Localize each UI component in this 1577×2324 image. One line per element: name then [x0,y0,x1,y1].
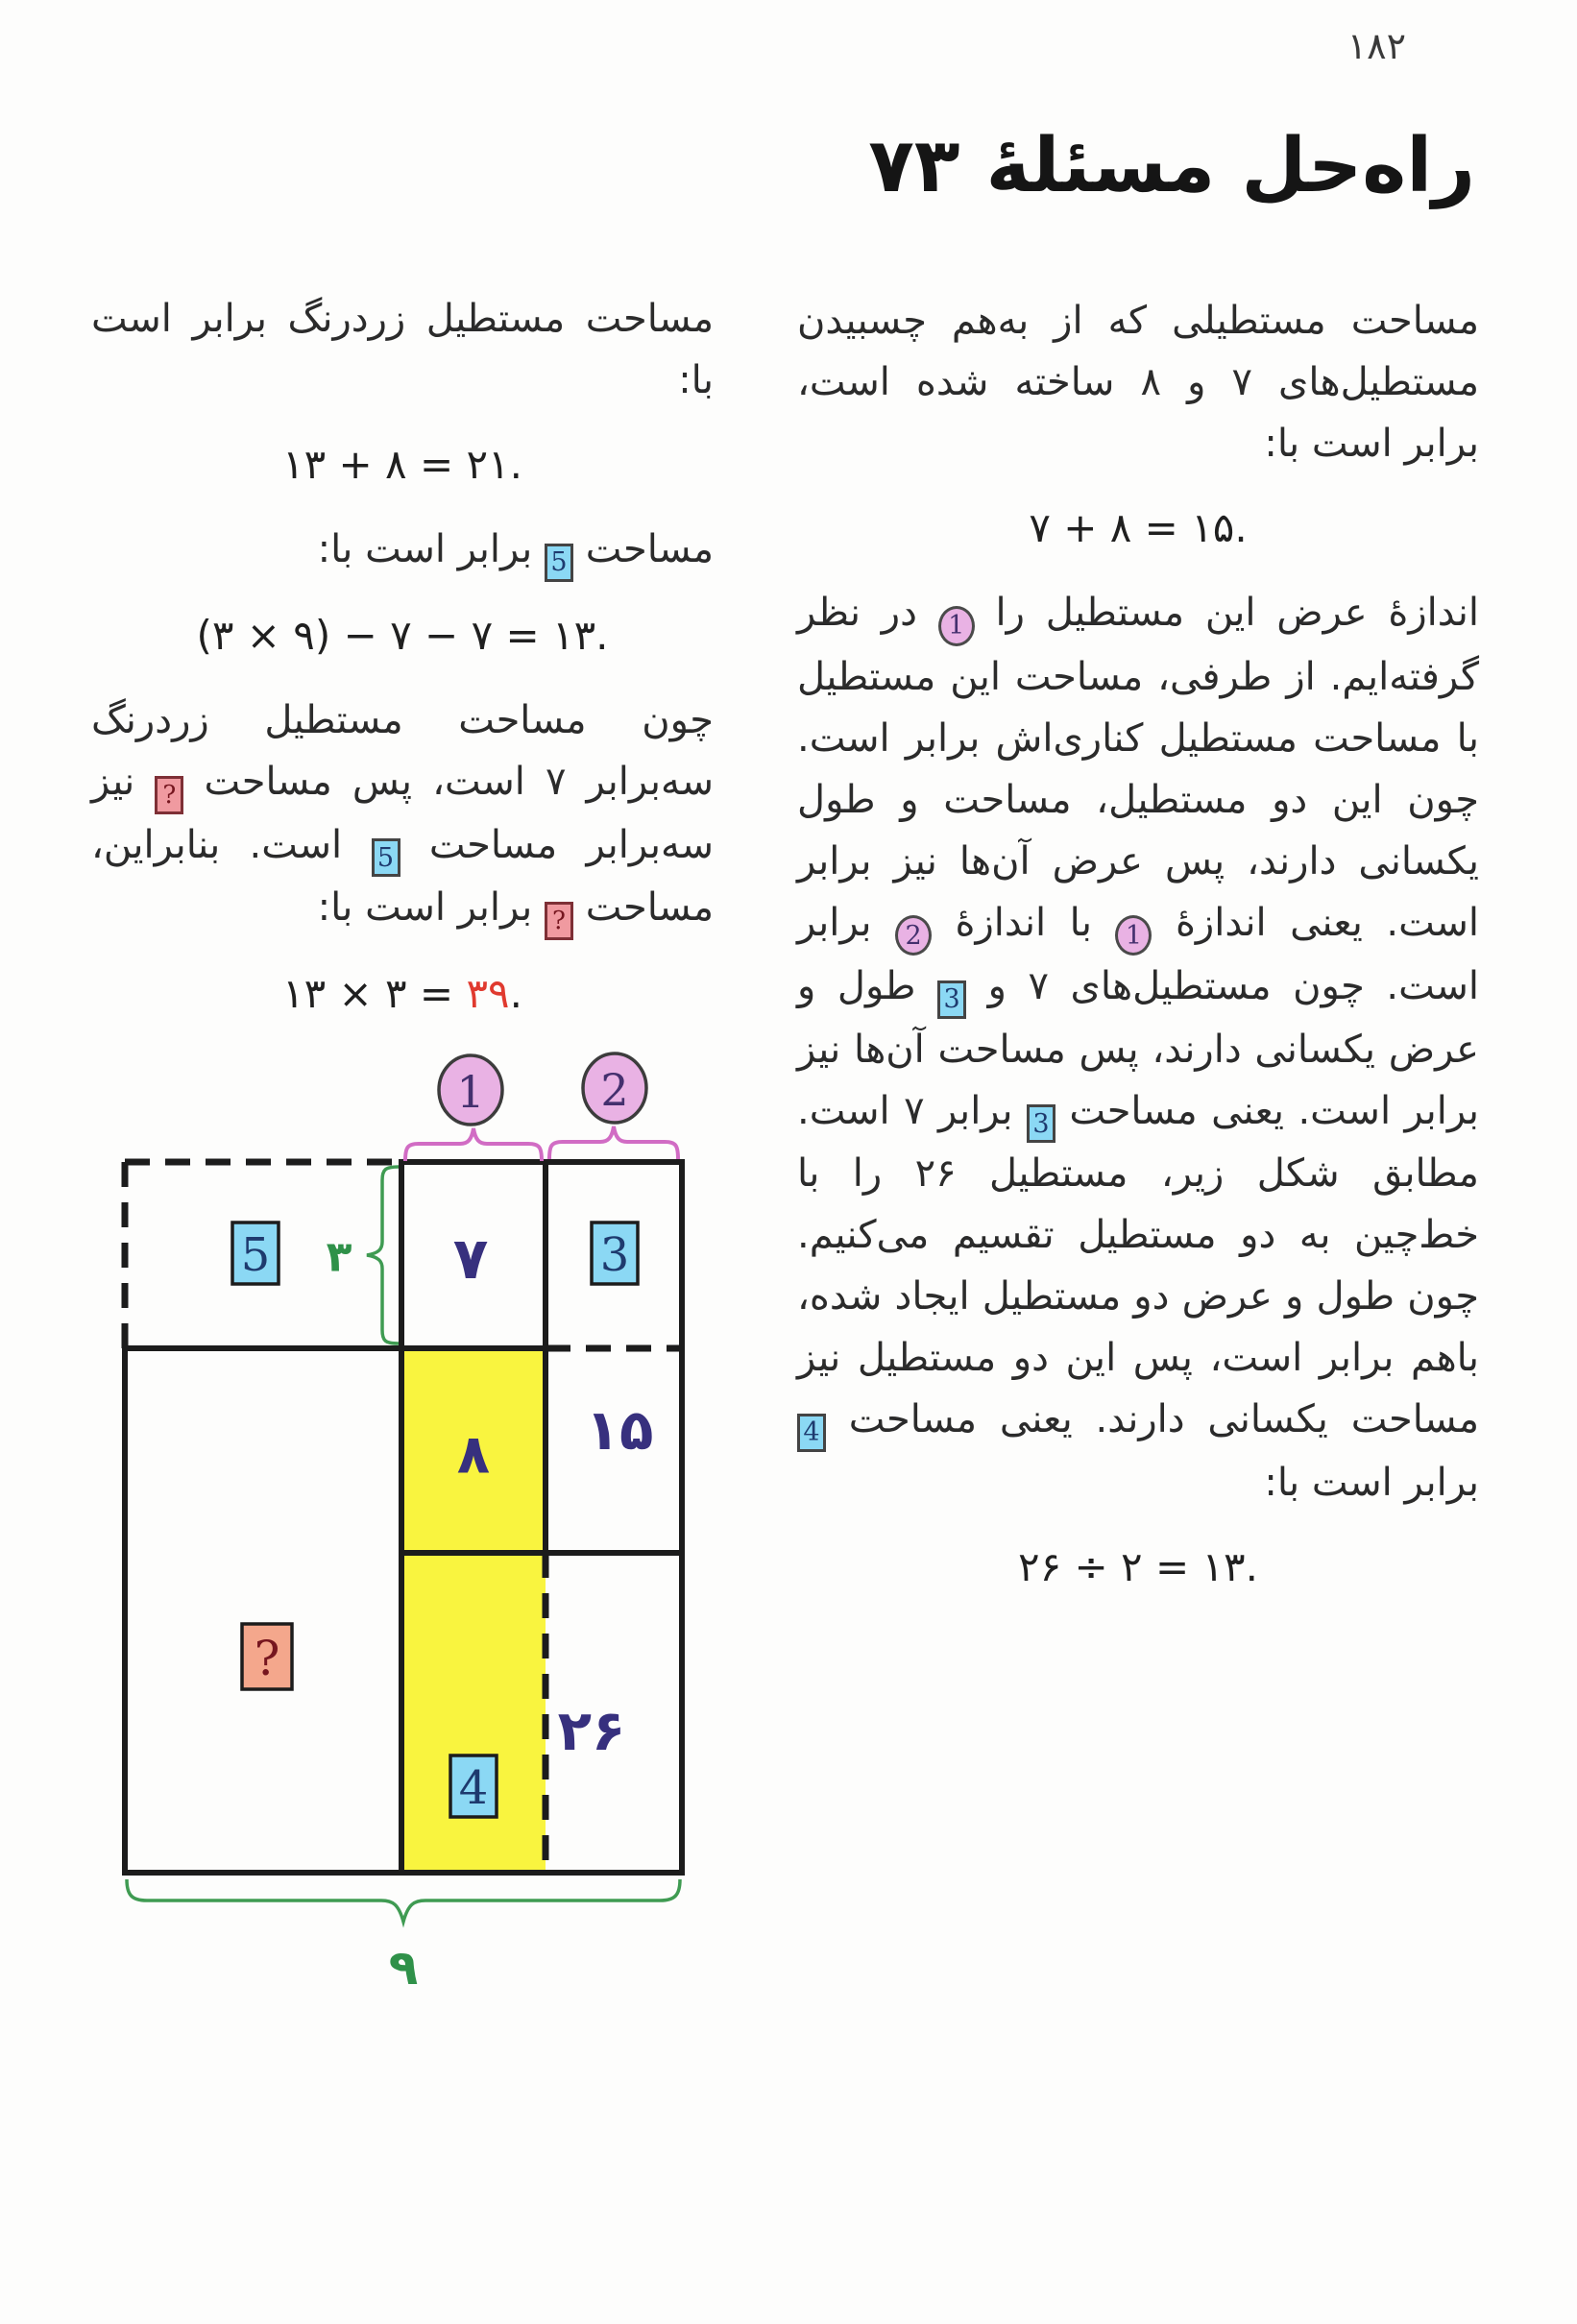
green-brace-height [367,1167,399,1344]
paragraph-3: مساحت مستطیل زردرنگ برابر است با: [91,297,714,402]
equation-2: ۲۶ ÷ ۲ = ۱۳. [1018,1542,1258,1590]
paragraph-5 [91,690,714,941]
paragraph-4-text: برابر است با: [317,527,533,571]
paragraph-1: مساحت مستطیلی که از به‌هم چسبیدن مستطیل‌های ۷ و ۸ ساخته شده است، برابر است با: [797,299,1480,466]
left-column [91,288,714,1048]
rectangle-area-diagram [82,1042,716,2031]
paragraph-2-text: برابر ۷ است. مطابق شکل زیر، مستطیل ۲۶ را با خط‌چین به دو مستطیل تقسیم می‌کنیم. چون طول و عرض دو مستطیل ایجاد شده، باهم برابر است، پس این دو مستطیل نیز مساحت یکسانی دارند. یعنی مساحت [797,1088,1479,1441]
area-label-7: ۷ [452,1225,489,1293]
paragraph-2-text: با اندازهٔ [955,900,1092,945]
equation-4: (۳ × ۹) − ۷ − ۷ = ۱۳. [196,611,609,659]
marker-circle-2-icon: 2 [895,915,932,956]
equation-3: ۱۳ + ۸ = ۲۱. [282,441,522,488]
box-4-label: 4 [458,1761,489,1815]
box-question-label: ? [254,1631,280,1686]
area-label-8: ۸ [456,1423,491,1487]
pink-brace-width-2 [549,1126,678,1159]
equation-5-lhs: ۱۳ × ۳ = [282,970,467,1017]
paragraph-2 [797,582,1479,1513]
paragraph-5-text: است. بنابراین، مساحت [91,822,714,930]
marker-box-4-icon: 4 [797,1414,826,1452]
equation-5-period: . [509,970,522,1017]
pink-brace-width-1 [405,1128,542,1161]
equation-5 [91,969,714,1019]
paragraph-2-text: برابر است. چون مستطیل‌های ۷ و [797,900,1480,1008]
equation-1: ۷ + ۸ = ۱۵. [1029,504,1248,551]
marker-box-5-icon: 5 [545,544,573,582]
marker-box-3-icon: 3 [1027,1104,1055,1143]
width-label-9: ۹ [388,1940,419,1996]
area-label-15: ۱۵ [585,1397,654,1463]
right-column [797,290,1479,1621]
paragraph-2-text: طول و عرض یکسانی دارند، پس مساحت آن‌ها نیز برابر است. یعنی مساحت [797,964,1480,1133]
paragraph-4-text: مساحت [585,527,714,571]
area-label-26: ۲۶ [557,1698,626,1763]
box-3-label: 3 [599,1228,630,1282]
width-circle-2-label: 2 [600,1064,629,1116]
paragraph-4 [91,519,714,582]
marker-circle-1-icon: 1 [938,606,975,646]
marker-question-box-icon: ? [155,776,183,814]
marker-circle-1-icon: 1 [1115,915,1152,956]
page-title: راه‌حل مسئلهٔ ۷۳ [868,123,1475,209]
equation-5-answer: ۳۹ [466,970,510,1017]
paragraph-2-text: در نظر گرفته‌ایم. از طرفی، مساحت این مستطیل با مساحت مستطیل کناری‌اش برابر است. چون این دو مستطیل، مساحت و طول یکسانی دارند، پس عرض آن‌ها نیز برابر است. یعنی اندازهٔ [797,591,1480,945]
page-number: ۱۸۲ [1347,25,1406,67]
marker-question-box-icon: ? [545,902,573,940]
marker-box-5-icon: 5 [372,838,400,877]
paragraph-5-text: چون مساحت مستطیل زردرنگ سه‌برابر ۷ است، پس مساحت [91,697,715,804]
height-label-3: ۳ [326,1232,352,1282]
box-5-label: 5 [240,1228,271,1282]
paragraph-2-text: برابر است با: [1264,1460,1479,1505]
paragraph-5-text: برابر است با: [317,885,533,930]
paragraph-2-text: اندازهٔ عرض این مستطیل را [995,591,1479,635]
width-circle-1-label: 1 [456,1066,485,1118]
paragraph-5-text: نیز سه‌برابر مساحت [91,759,714,867]
green-brace-width [127,1879,680,1922]
marker-box-3-icon: 3 [937,980,966,1019]
